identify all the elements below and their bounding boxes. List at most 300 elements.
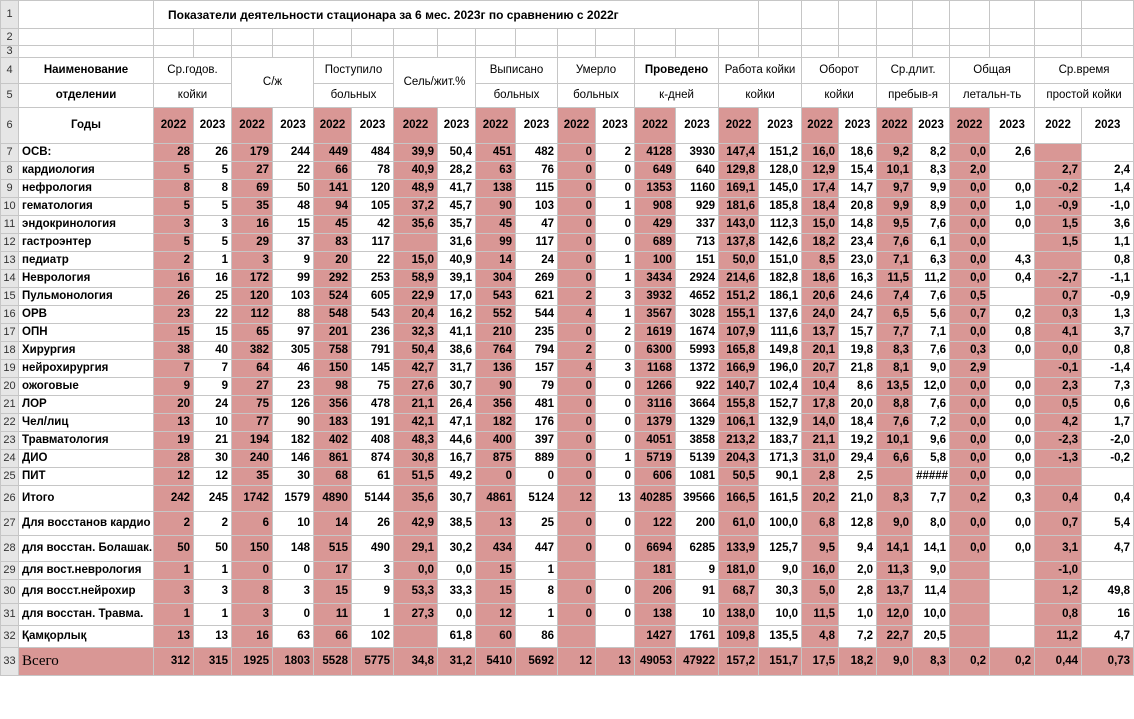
row-number[interactable]: 13 — [1, 252, 19, 270]
data-cell[interactable]: 22 — [194, 306, 232, 324]
data-cell[interactable]: 213,2 — [719, 432, 759, 450]
data-cell[interactable]: 5,4 — [1082, 512, 1134, 536]
data-cell[interactable]: 18,6 — [839, 144, 877, 162]
data-cell[interactable]: 0,0 — [950, 252, 990, 270]
data-cell[interactable]: 1353 — [635, 180, 676, 198]
data-cell[interactable]: 14 — [476, 252, 516, 270]
data-cell[interactable]: 605 — [352, 288, 394, 306]
data-cell[interactable]: 0,8 — [1082, 342, 1134, 360]
data-cell[interactable]: 63 — [476, 162, 516, 180]
data-cell[interactable]: 292 — [314, 270, 352, 288]
data-cell[interactable]: 9,9 — [913, 180, 950, 198]
data-cell[interactable]: 908 — [635, 198, 676, 216]
data-cell[interactable]: 145 — [352, 360, 394, 378]
data-cell[interactable]: 40,9 — [438, 252, 476, 270]
data-cell[interactable]: 157,2 — [719, 648, 759, 676]
data-cell[interactable]: 0,0 — [990, 414, 1035, 432]
data-cell[interactable]: 75 — [352, 378, 394, 396]
year-cell[interactable]: 2023 — [516, 108, 558, 144]
data-cell[interactable]: 524 — [314, 288, 352, 306]
data-cell[interactable]: 165,8 — [719, 342, 759, 360]
data-cell[interactable]: 151,7 — [759, 648, 802, 676]
data-cell[interactable]: 304 — [476, 270, 516, 288]
department-name[interactable]: Қамқорлық — [19, 626, 154, 648]
header-idle[interactable]: Ср.время — [1035, 58, 1134, 84]
data-cell[interactable]: 9,4 — [839, 536, 877, 562]
data-cell[interactable]: 38 — [154, 342, 194, 360]
data-cell[interactable]: 48,9 — [394, 180, 438, 198]
data-cell[interactable]: 15 — [273, 216, 314, 234]
data-cell[interactable]: 196,0 — [759, 360, 802, 378]
data-cell[interactable]: 28 — [154, 144, 194, 162]
data-cell[interactable]: 183,7 — [759, 432, 802, 450]
row-number[interactable]: 25 — [1, 468, 19, 486]
data-cell[interactable]: 102 — [352, 626, 394, 648]
data-cell[interactable]: 0,7 — [1035, 512, 1082, 536]
data-cell[interactable]: 1 — [352, 604, 394, 626]
data-cell[interactable]: 0,0 — [950, 414, 990, 432]
data-cell[interactable]: 19 — [154, 432, 194, 450]
data-cell[interactable]: 9,7 — [877, 180, 913, 198]
data-cell[interactable]: 7,6 — [913, 288, 950, 306]
data-cell[interactable]: 129,8 — [719, 162, 759, 180]
data-cell[interactable]: 0 — [596, 432, 635, 450]
data-cell[interactable]: 50,4 — [394, 342, 438, 360]
data-cell[interactable]: 0 — [558, 536, 596, 562]
data-cell[interactable]: 0 — [273, 562, 314, 580]
department-name[interactable]: Чел/лиц — [19, 414, 154, 432]
data-cell[interactable]: 147,4 — [719, 144, 759, 162]
data-cell[interactable]: 13 — [194, 626, 232, 648]
row-number[interactable]: 7 — [1, 144, 19, 162]
data-cell[interactable]: 13 — [154, 626, 194, 648]
data-cell[interactable]: 50,0 — [719, 252, 759, 270]
data-cell[interactable]: 151,2 — [719, 288, 759, 306]
data-cell[interactable]: 9,0 — [913, 360, 950, 378]
data-cell[interactable]: 5144 — [352, 486, 394, 512]
data-cell[interactable]: 42,7 — [394, 360, 438, 378]
data-cell[interactable]: 5410 — [476, 648, 516, 676]
data-cell[interactable]: 12,9 — [802, 162, 839, 180]
data-cell[interactable]: 48,3 — [394, 432, 438, 450]
department-name[interactable]: педиатр — [19, 252, 154, 270]
data-cell[interactable]: 30 — [194, 450, 232, 468]
data-cell[interactable]: 28 — [154, 450, 194, 468]
data-cell[interactable]: 27,6 — [394, 378, 438, 396]
data-cell[interactable]: 5 — [154, 234, 194, 252]
data-cell[interactable]: 206 — [635, 580, 676, 604]
data-cell[interactable]: 5719 — [635, 450, 676, 468]
data-cell[interactable]: 98 — [314, 378, 352, 396]
year-cell[interactable]: 2022 — [558, 108, 596, 144]
data-cell[interactable]: 1 — [154, 562, 194, 580]
data-cell[interactable]: 48 — [273, 198, 314, 216]
data-cell[interactable]: 0 — [558, 144, 596, 162]
data-cell[interactable]: 30,3 — [759, 580, 802, 604]
data-cell[interactable]: 45,7 — [438, 198, 476, 216]
data-cell[interactable]: 44,6 — [438, 432, 476, 450]
data-cell[interactable]: 7,6 — [913, 342, 950, 360]
data-cell[interactable]: 100 — [635, 252, 676, 270]
data-cell[interactable]: 33,3 — [438, 580, 476, 604]
data-cell[interactable]: 1,3 — [1082, 306, 1134, 324]
header-admitted[interactable]: Поступило — [314, 58, 394, 84]
data-cell[interactable]: 0,0 — [990, 468, 1035, 486]
data-cell[interactable]: 4,8 — [802, 626, 839, 648]
data-cell[interactable]: 30,2 — [438, 536, 476, 562]
data-cell[interactable]: 2 — [558, 288, 596, 306]
data-cell[interactable]: 544 — [516, 306, 558, 324]
data-cell[interactable]: 17,0 — [438, 288, 476, 306]
data-cell[interactable]: 449 — [314, 144, 352, 162]
data-cell[interactable]: 1 — [596, 270, 635, 288]
data-cell[interactable]: 10 — [194, 414, 232, 432]
data-cell[interactable]: 7,2 — [913, 414, 950, 432]
data-cell[interactable]: 9,0 — [759, 562, 802, 580]
data-cell[interactable]: 68,7 — [719, 580, 759, 604]
data-cell[interactable] — [990, 626, 1035, 648]
data-cell[interactable]: 30,7 — [438, 378, 476, 396]
data-cell[interactable]: 41,1 — [438, 324, 476, 342]
data-cell[interactable]: 0,3 — [1035, 306, 1082, 324]
data-cell[interactable]: 15,7 — [839, 324, 877, 342]
data-cell[interactable]: 0 — [558, 270, 596, 288]
data-cell[interactable]: 3,1 — [1035, 536, 1082, 562]
report-title[interactable]: Показатели деятельности стационара за 6 мес. 2023г по сравнению с 2022г — [154, 1, 719, 29]
data-cell[interactable]: 103 — [273, 288, 314, 306]
data-cell[interactable]: -0,9 — [1035, 198, 1082, 216]
year-cell[interactable]: 2023 — [273, 108, 314, 144]
data-cell[interactable] — [950, 580, 990, 604]
department-name[interactable]: Хирургия — [19, 342, 154, 360]
row-number[interactable]: 31 — [1, 604, 19, 626]
data-cell[interactable]: 0 — [596, 216, 635, 234]
data-cell[interactable]: 1803 — [273, 648, 314, 676]
data-cell[interactable]: 12 — [194, 468, 232, 486]
department-name[interactable]: кардиология — [19, 162, 154, 180]
data-cell[interactable]: 148 — [273, 536, 314, 562]
data-cell[interactable]: 9 — [154, 378, 194, 396]
data-cell[interactable]: 19,2 — [839, 432, 877, 450]
data-cell[interactable]: 17,5 — [802, 648, 839, 676]
data-cell[interactable]: 3 — [596, 288, 635, 306]
data-cell[interactable]: 26 — [194, 144, 232, 162]
data-cell[interactable]: 0,73 — [1082, 648, 1134, 676]
data-cell[interactable]: 2 — [596, 324, 635, 342]
data-cell[interactable] — [1035, 468, 1082, 486]
data-cell[interactable]: 11 — [314, 604, 352, 626]
year-cell[interactable]: 2022 — [635, 108, 676, 144]
data-cell[interactable]: 149,8 — [759, 342, 802, 360]
data-cell[interactable]: 26,4 — [438, 396, 476, 414]
data-cell[interactable]: 9 — [676, 562, 719, 580]
data-cell[interactable]: 0,44 — [1035, 648, 1082, 676]
header-turnover[interactable]: Оборот — [802, 58, 877, 84]
data-cell[interactable]: 1,2 — [1035, 580, 1082, 604]
data-cell[interactable]: 0 — [558, 580, 596, 604]
data-cell[interactable]: 7,6 — [877, 414, 913, 432]
data-cell[interactable] — [877, 468, 913, 486]
data-cell[interactable]: 13 — [476, 512, 516, 536]
data-cell[interactable]: 1 — [194, 604, 232, 626]
year-cell[interactable]: 2023 — [438, 108, 476, 144]
data-cell[interactable]: 929 — [676, 198, 719, 216]
data-cell[interactable] — [1035, 144, 1082, 162]
header-turnover-2[interactable]: койки — [802, 84, 877, 108]
data-cell[interactable]: 68 — [314, 468, 352, 486]
data-cell[interactable]: 240 — [232, 450, 273, 468]
data-cell[interactable]: 794 — [516, 342, 558, 360]
data-cell[interactable]: 35,7 — [438, 216, 476, 234]
data-cell[interactable]: 5528 — [314, 648, 352, 676]
row-number[interactable]: 24 — [1, 450, 19, 468]
header-rural[interactable]: Сель/жит.% — [394, 58, 476, 108]
data-cell[interactable]: 21,0 — [839, 486, 877, 512]
data-cell[interactable]: 16,0 — [802, 144, 839, 162]
data-cell[interactable]: 166,9 — [719, 360, 759, 378]
data-cell[interactable]: 14,1 — [913, 536, 950, 562]
department-name[interactable]: ожоговые — [19, 378, 154, 396]
data-cell[interactable]: 0,8 — [1035, 604, 1082, 626]
data-cell[interactable]: 152,7 — [759, 396, 802, 414]
data-cell[interactable]: 17 — [314, 562, 352, 580]
data-cell[interactable]: 5139 — [676, 450, 719, 468]
data-cell[interactable]: 40285 — [635, 486, 676, 512]
data-cell[interactable]: 10,0 — [913, 604, 950, 626]
data-cell[interactable]: 181 — [635, 562, 676, 580]
data-cell[interactable]: 6,1 — [913, 234, 950, 252]
data-cell[interactable]: 3 — [273, 580, 314, 604]
data-cell[interactable]: 90 — [476, 378, 516, 396]
data-cell[interactable]: 0,0 — [950, 468, 990, 486]
header-bedwork-2[interactable]: койки — [719, 84, 802, 108]
data-cell[interactable] — [394, 234, 438, 252]
row-number[interactable]: 29 — [1, 562, 19, 580]
department-name[interactable]: ОСВ: — [19, 144, 154, 162]
data-cell[interactable]: 6,6 — [877, 450, 913, 468]
data-cell[interactable]: 1 — [516, 562, 558, 580]
data-cell[interactable]: 0 — [558, 450, 596, 468]
data-cell[interactable]: -2,0 — [1082, 432, 1134, 450]
data-cell[interactable]: 204,3 — [719, 450, 759, 468]
data-cell[interactable]: 15,0 — [394, 252, 438, 270]
data-cell[interactable]: 4861 — [476, 486, 516, 512]
data-cell[interactable]: 138 — [635, 604, 676, 626]
data-cell[interactable]: 1427 — [635, 626, 676, 648]
data-cell[interactable]: 182 — [273, 432, 314, 450]
data-cell[interactable]: 0 — [558, 216, 596, 234]
department-name[interactable]: Травматология — [19, 432, 154, 450]
data-cell[interactable]: 10 — [273, 512, 314, 536]
data-cell[interactable]: 185,8 — [759, 198, 802, 216]
data-cell[interactable]: 22 — [352, 252, 394, 270]
data-cell[interactable]: 14 — [314, 512, 352, 536]
data-cell[interactable]: 0 — [596, 234, 635, 252]
data-cell[interactable] — [950, 626, 990, 648]
data-cell[interactable]: 2 — [154, 252, 194, 270]
data-cell[interactable]: -0,9 — [1082, 288, 1134, 306]
data-cell[interactable]: 2,8 — [802, 468, 839, 486]
data-cell[interactable]: 0 — [596, 536, 635, 562]
data-cell[interactable]: 16,7 — [438, 450, 476, 468]
data-cell[interactable]: 140,7 — [719, 378, 759, 396]
year-cell[interactable]: 2022 — [950, 108, 990, 144]
data-cell[interactable]: 20,0 — [839, 396, 877, 414]
data-cell[interactable]: 305 — [273, 342, 314, 360]
data-cell[interactable]: 10,1 — [877, 162, 913, 180]
data-cell[interactable]: 64 — [232, 360, 273, 378]
data-cell[interactable]: 3 — [154, 216, 194, 234]
data-cell[interactable]: 75 — [232, 396, 273, 414]
row-number[interactable]: 14 — [1, 270, 19, 288]
data-cell[interactable]: 128,0 — [759, 162, 802, 180]
data-cell[interactable]: 105 — [352, 198, 394, 216]
data-cell[interactable]: 10 — [676, 604, 719, 626]
data-cell[interactable]: 0,0 — [990, 450, 1035, 468]
data-cell[interactable]: 0 — [596, 396, 635, 414]
data-cell[interactable] — [990, 580, 1035, 604]
data-cell[interactable]: 90,1 — [759, 468, 802, 486]
department-name[interactable]: ПИТ — [19, 468, 154, 486]
header-discharged-2[interactable]: больных — [476, 84, 558, 108]
data-cell[interactable]: 1 — [596, 198, 635, 216]
row-number[interactable]: 6 — [1, 108, 19, 144]
data-cell[interactable]: 31,2 — [438, 648, 476, 676]
header-mortality-2[interactable]: летальн-ть — [950, 84, 1035, 108]
data-cell[interactable]: 7,6 — [913, 396, 950, 414]
data-cell[interactable]: 0,0 — [950, 432, 990, 450]
data-cell[interactable]: 5124 — [516, 486, 558, 512]
data-cell[interactable]: 4 — [558, 360, 596, 378]
data-cell[interactable]: 0,2 — [990, 306, 1035, 324]
data-cell[interactable]: 490 — [352, 536, 394, 562]
data-cell[interactable]: 0 — [558, 198, 596, 216]
data-cell[interactable]: 13 — [596, 486, 635, 512]
data-cell[interactable]: 22,9 — [394, 288, 438, 306]
data-cell[interactable]: 0,0 — [438, 604, 476, 626]
data-cell[interactable]: 150 — [314, 360, 352, 378]
year-cell[interactable]: 2022 — [154, 108, 194, 144]
row-number[interactable]: 32 — [1, 626, 19, 648]
data-cell[interactable]: 21,1 — [394, 396, 438, 414]
data-cell[interactable]: 136 — [476, 360, 516, 378]
data-cell[interactable]: 8,9 — [913, 198, 950, 216]
department-name[interactable]: Итого — [19, 486, 154, 512]
data-cell[interactable]: 0,6 — [1082, 396, 1134, 414]
data-cell[interactable]: 176 — [516, 414, 558, 432]
data-cell[interactable]: 38,6 — [438, 342, 476, 360]
data-cell[interactable]: 253 — [352, 270, 394, 288]
data-cell[interactable]: 186,1 — [759, 288, 802, 306]
data-cell[interactable]: 146 — [273, 450, 314, 468]
data-cell[interactable]: -1,0 — [1035, 562, 1082, 580]
department-name[interactable]: ОРВ — [19, 306, 154, 324]
data-cell[interactable]: 5 — [194, 198, 232, 216]
data-cell[interactable] — [950, 604, 990, 626]
data-cell[interactable]: 2,5 — [839, 468, 877, 486]
data-cell[interactable]: 8,1 — [877, 360, 913, 378]
data-cell[interactable]: 151 — [676, 252, 719, 270]
data-cell[interactable]: 122 — [635, 512, 676, 536]
row-number[interactable]: 2 — [1, 29, 19, 46]
data-cell[interactable]: 200 — [676, 512, 719, 536]
data-cell[interactable]: 10,4 — [802, 378, 839, 396]
data-cell[interactable]: 1742 — [232, 486, 273, 512]
year-cell[interactable]: 2023 — [759, 108, 802, 144]
department-name[interactable]: Всего — [19, 648, 154, 676]
data-cell[interactable]: 99 — [476, 234, 516, 252]
data-cell[interactable]: 6,8 — [802, 512, 839, 536]
department-name[interactable]: Для восстанов кардио — [19, 512, 154, 536]
data-cell[interactable]: 4890 — [314, 486, 352, 512]
data-cell[interactable]: 0,8 — [990, 324, 1035, 342]
data-cell[interactable]: 39,9 — [394, 144, 438, 162]
data-cell[interactable]: 12 — [558, 648, 596, 676]
data-cell[interactable]: 3 — [194, 580, 232, 604]
data-cell[interactable]: 12,0 — [913, 378, 950, 396]
data-cell[interactable]: 1329 — [676, 414, 719, 432]
data-cell[interactable]: 1168 — [635, 360, 676, 378]
data-cell[interactable]: -2,7 — [1035, 270, 1082, 288]
row-number[interactable]: 3 — [1, 46, 19, 58]
header-avgstay[interactable]: Ср.длит. — [877, 58, 950, 84]
header-bedwork[interactable]: Работа койки — [719, 58, 802, 84]
data-cell[interactable]: 14,0 — [802, 414, 839, 432]
data-cell[interactable]: 621 — [516, 288, 558, 306]
data-cell[interactable]: 0,5 — [950, 288, 990, 306]
data-cell[interactable]: 25 — [194, 288, 232, 306]
data-cell[interactable]: 97 — [273, 324, 314, 342]
row-number[interactable]: 19 — [1, 360, 19, 378]
data-cell[interactable]: 40,9 — [394, 162, 438, 180]
row-number[interactable]: 17 — [1, 324, 19, 342]
data-cell[interactable]: 0,0 — [950, 198, 990, 216]
data-cell[interactable] — [990, 288, 1035, 306]
data-cell[interactable]: 0,0 — [990, 512, 1035, 536]
data-cell[interactable]: -1,0 — [1082, 198, 1134, 216]
data-cell[interactable]: 137,6 — [759, 306, 802, 324]
data-cell[interactable]: 166,5 — [719, 486, 759, 512]
data-cell[interactable]: 429 — [635, 216, 676, 234]
data-cell[interactable]: 0 — [558, 432, 596, 450]
data-cell[interactable]: 111,6 — [759, 324, 802, 342]
data-cell[interactable]: 1579 — [273, 486, 314, 512]
data-cell[interactable]: 875 — [476, 450, 516, 468]
data-cell[interactable]: 7,3 — [1082, 378, 1134, 396]
data-cell[interactable]: 2,4 — [1082, 162, 1134, 180]
data-cell[interactable]: 214,6 — [719, 270, 759, 288]
department-name[interactable]: ОПН — [19, 324, 154, 342]
data-cell[interactable]: 16 — [232, 216, 273, 234]
data-cell[interactable]: 1266 — [635, 378, 676, 396]
data-cell[interactable]: 8,3 — [877, 486, 913, 512]
data-cell[interactable]: 3930 — [676, 144, 719, 162]
department-name[interactable]: гастроэнтер — [19, 234, 154, 252]
data-cell[interactable]: 25 — [516, 512, 558, 536]
data-cell[interactable]: 79 — [516, 378, 558, 396]
data-cell[interactable]: 23 — [154, 306, 194, 324]
data-cell[interactable]: 548 — [314, 306, 352, 324]
data-cell[interactable]: 382 — [232, 342, 273, 360]
data-cell[interactable]: 50 — [154, 536, 194, 562]
data-cell[interactable]: 151,0 — [759, 252, 802, 270]
data-cell[interactable]: 16 — [154, 270, 194, 288]
data-cell[interactable]: 181,0 — [719, 562, 759, 580]
data-cell[interactable]: 356 — [476, 396, 516, 414]
data-cell[interactable]: 11,2 — [913, 270, 950, 288]
data-cell[interactable]: 2 — [194, 512, 232, 536]
data-cell[interactable]: 20,5 — [913, 626, 950, 648]
